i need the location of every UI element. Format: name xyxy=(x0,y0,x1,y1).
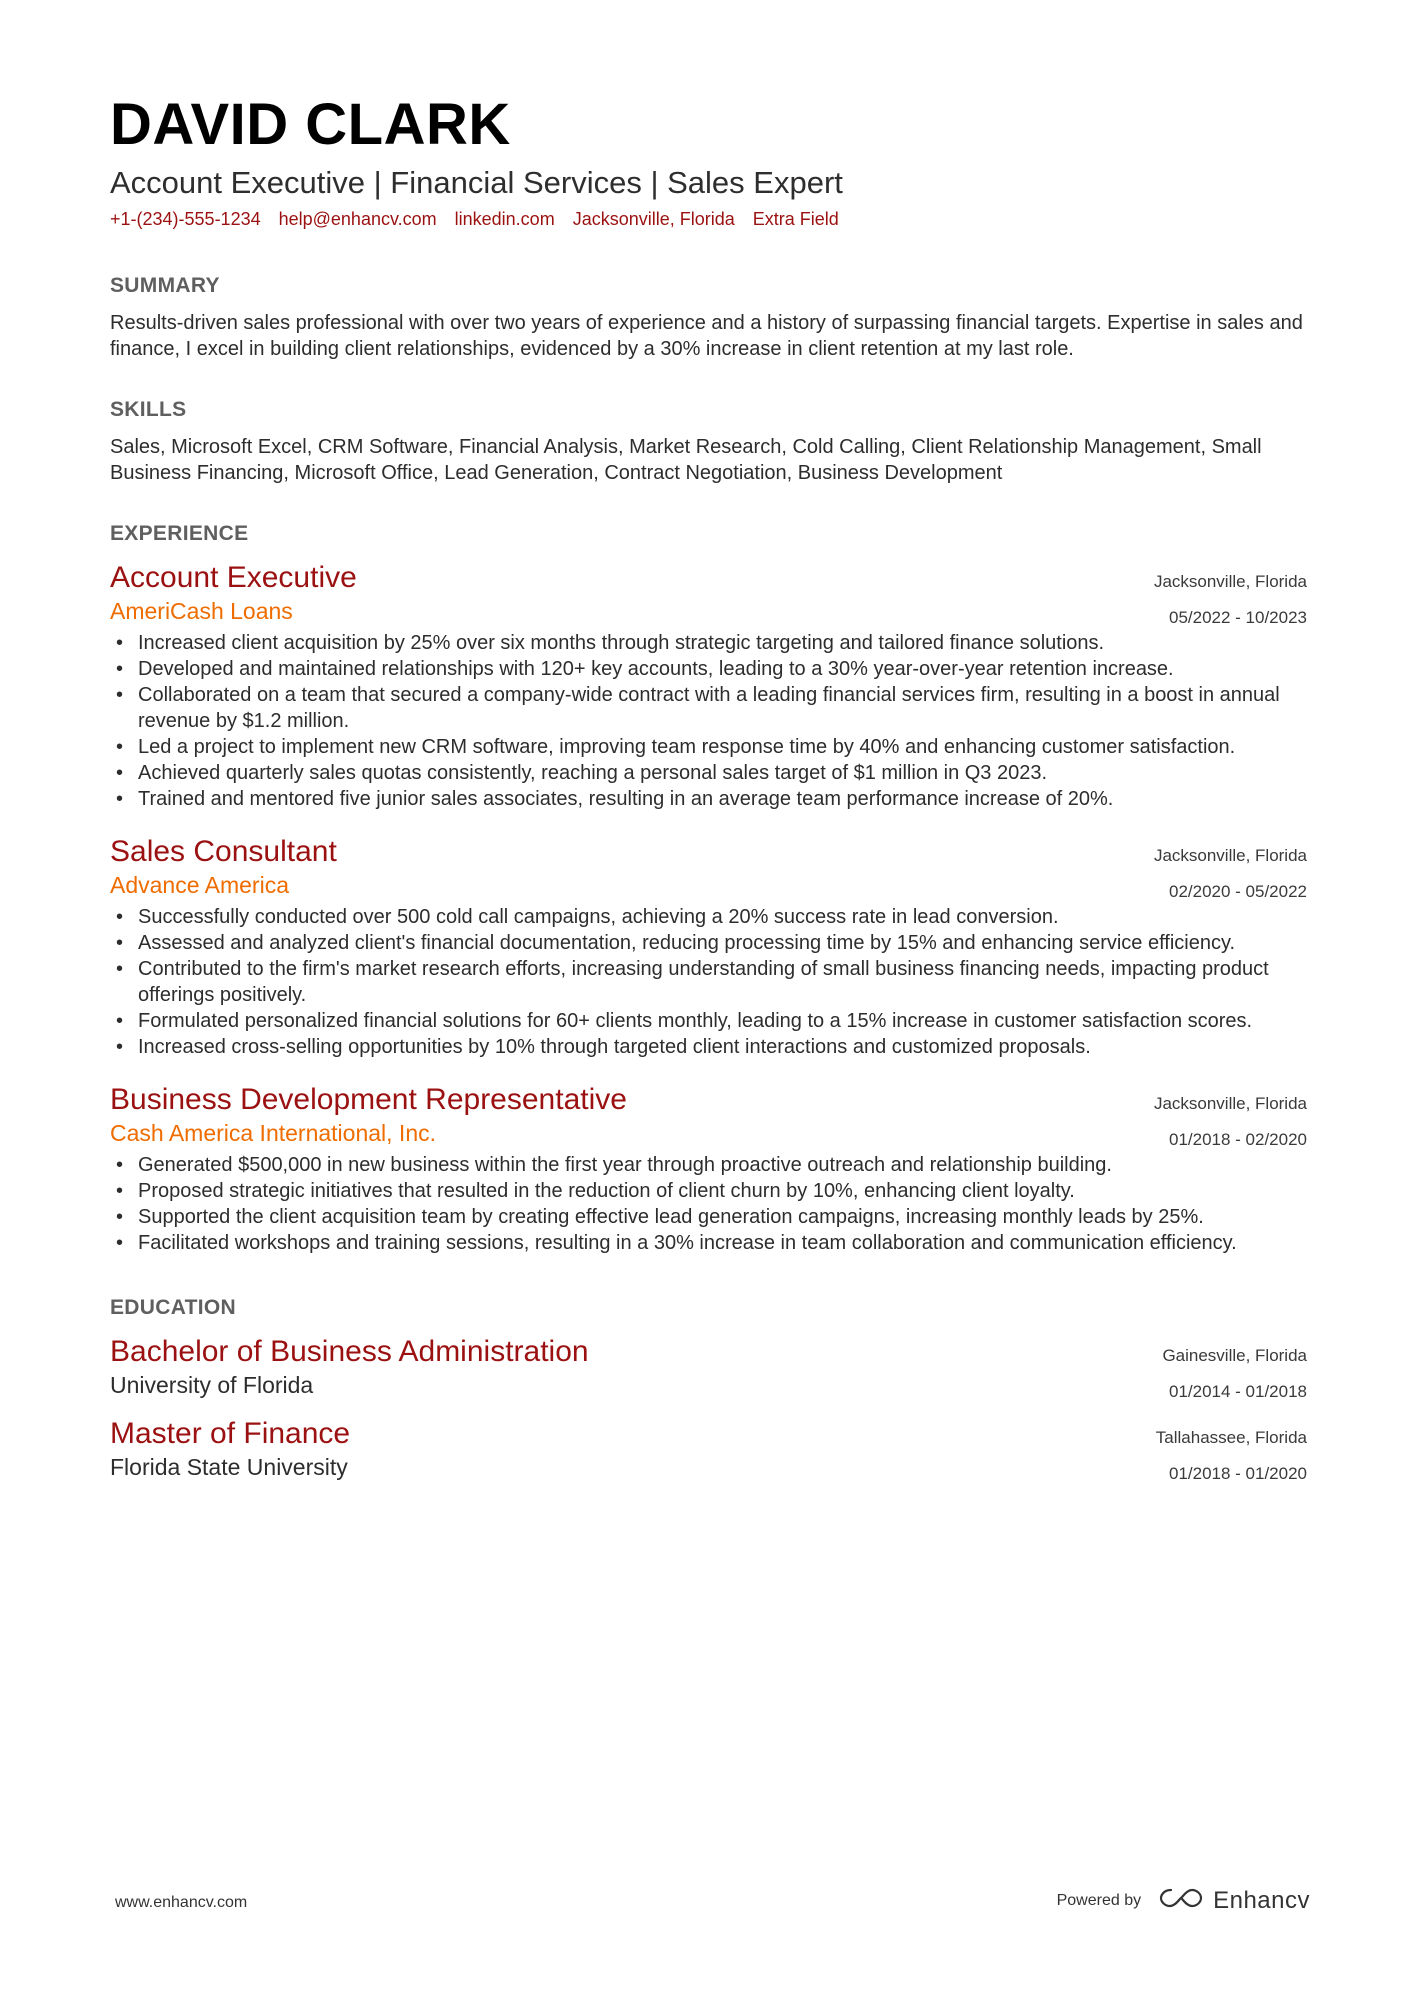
job-title: Account Executive xyxy=(110,561,357,595)
experience-entry-header xyxy=(110,834,1307,900)
education-entry xyxy=(110,1416,1307,1482)
bullet-item: • Increased client acquisition by 25% over six months through strategic targeting and tailored finance solutions. xyxy=(110,630,1307,656)
experience-entry xyxy=(110,834,1307,1060)
contact-location: Jacksonville, Florida xyxy=(572,209,735,230)
bullet-item: • Formulated personalized financial solutions for 60+ clients monthly, leading to a 15% increase in customer satisfaction scores. xyxy=(110,1008,1307,1034)
job-location: Jacksonville, Florida xyxy=(1153,1094,1307,1114)
degree-title: Master of Finance xyxy=(110,1417,351,1451)
candidate-headline: Account Executive | Financial Services | Sales Expert xyxy=(110,165,843,200)
experience-entry-header xyxy=(110,1082,1307,1148)
page-footer xyxy=(115,1886,1310,1922)
contact-email[interactable]: help@enhancv.com xyxy=(278,209,437,230)
section-title-education: EDUCATION xyxy=(110,1296,236,1320)
section-title-summary: SUMMARY xyxy=(110,274,220,298)
bullet-item: • Successfully conducted over 500 cold call campaigns, achieving a 20% success rate in lead conversion. xyxy=(110,904,1307,930)
company-name: AmeriCash Loans xyxy=(110,598,293,625)
job-title: Sales Consultant xyxy=(110,835,337,869)
bullet-item: • Collaborated on a team that secured a company-wide contract with a leading financial services firm, resulting in a boost in annual revenue by $1.2 million. xyxy=(110,682,1307,734)
bullet-item: • Proposed strategic initiatives that resulted in the reduction of client churn by 10%, enhancing client loyalty. xyxy=(110,1178,1307,1204)
experience-entry-header xyxy=(110,560,1307,626)
education-entry-header xyxy=(110,1416,1307,1482)
footer-website-link[interactable]: www.enhancv.com xyxy=(115,1894,248,1911)
job-bullets xyxy=(110,630,1307,812)
company-name: Advance America xyxy=(110,872,289,899)
resume-header xyxy=(110,92,1307,230)
experience-entry xyxy=(110,560,1307,812)
school-name: Florida State University xyxy=(110,1454,348,1481)
job-bullets xyxy=(110,1152,1307,1256)
resume-page xyxy=(110,92,1307,1484)
bullet-item: • Achieved quarterly sales quotas consistently, reaching a personal sales target of $1 million in Q3 2023. xyxy=(110,760,1307,786)
bullet-item: • Led a project to implement new CRM software, improving team response time by 40% and enhancing customer satisfaction. xyxy=(110,734,1307,760)
powered-by-label: Powered by xyxy=(1056,1891,1142,1909)
section-title-skills: SKILLS xyxy=(110,398,187,422)
bullet-item: • Assessed and analyzed client's financial documentation, reducing processing time by 15% and enhancing service efficiency. xyxy=(110,930,1307,956)
bullet-item: • Trained and mentored five junior sales associates, resulting in an average team performance increase of 20%. xyxy=(110,786,1307,812)
education-dates: 01/2018 - 01/2020 xyxy=(1168,1464,1307,1484)
job-meta xyxy=(1154,838,1307,910)
brand-name: Enhancv xyxy=(1213,1886,1310,1914)
education-meta xyxy=(1156,1420,1307,1492)
job-location: Jacksonville, Florida xyxy=(1153,572,1307,592)
footer-branding xyxy=(1057,1886,1310,1915)
enhancv-brand-link[interactable] xyxy=(1159,1886,1310,1915)
job-dates: 02/2020 - 05/2022 xyxy=(1168,882,1307,902)
summary-section xyxy=(110,274,1307,362)
bullet-item: • Developed and maintained relationships with 120+ key accounts, leading to a 30% year-over-year retention increase. xyxy=(110,656,1307,682)
education-dates: 01/2014 - 01/2018 xyxy=(1168,1382,1307,1402)
bullet-item: • Generated $500,000 in new business within the first year through proactive outreach and relationship building. xyxy=(110,1152,1307,1178)
bullet-item: • Contributed to the firm's market research efforts, increasing understanding of small business financing needs, impacting product offerings positively. xyxy=(110,956,1307,1008)
section-title-experience: EXPERIENCE xyxy=(110,522,249,546)
education-entry xyxy=(110,1334,1307,1400)
education-meta xyxy=(1162,1338,1307,1410)
job-location: Jacksonville, Florida xyxy=(1153,846,1307,866)
education-location: Tallahassee, Florida xyxy=(1155,1428,1307,1448)
job-meta xyxy=(1154,564,1307,636)
bullet-item: • Increased cross-selling opportunities by 10% through targeted client interactions and customized proposals. xyxy=(110,1034,1307,1060)
summary-text: Results-driven sales professional with over two years of experience and a history of surpassing financial targets. Expertise in sales and finance, I excel in building client relationships, evidenced by a 30% increase in client retention at my last role. xyxy=(110,312,1303,361)
enhancv-infinity-logo-icon xyxy=(1159,1886,1203,1915)
skills-text: Sales, Microsoft Excel, CRM Software, Financial Analysis, Market Research, Cold Calling, Client Relationship Management, Small Business Financing, Microsoft Office, Lead Generation, Contract Negotiation, Business Development xyxy=(110,436,1262,485)
contact-phone[interactable]: +1-(234)-555-1234 xyxy=(110,209,261,230)
job-dates: 05/2022 - 10/2023 xyxy=(1168,608,1307,628)
education-section xyxy=(110,1296,1307,1482)
enhancv-logo-svg xyxy=(1159,1886,1203,1910)
contact-linkedin[interactable]: linkedin.com xyxy=(454,209,555,230)
experience-entry xyxy=(110,1082,1307,1256)
job-bullets xyxy=(110,904,1307,1060)
bullet-item: • Supported the client acquisition team by creating effective lead generation campaigns, increasing monthly leads by 25%. xyxy=(110,1204,1307,1230)
contact-bar xyxy=(110,209,1307,230)
job-dates: 01/2018 - 02/2020 xyxy=(1168,1130,1307,1150)
job-meta xyxy=(1154,1086,1307,1158)
education-location: Gainesville, Florida xyxy=(1162,1346,1307,1366)
school-name: University of Florida xyxy=(110,1372,314,1399)
candidate-name: DAVID CLARK xyxy=(110,92,511,157)
education-entry-header xyxy=(110,1334,1307,1400)
job-title: Business Development Representative xyxy=(110,1083,627,1117)
company-name: Cash America International, Inc. xyxy=(110,1120,436,1147)
bullet-item: • Facilitated workshops and training sessions, resulting in a 30% increase in team collaboration and communication efficiency. xyxy=(110,1230,1307,1256)
contact-extra-field: Extra Field xyxy=(752,209,839,230)
skills-section xyxy=(110,398,1307,486)
experience-section xyxy=(110,522,1307,1256)
degree-title: Bachelor of Business Administration xyxy=(110,1335,589,1369)
